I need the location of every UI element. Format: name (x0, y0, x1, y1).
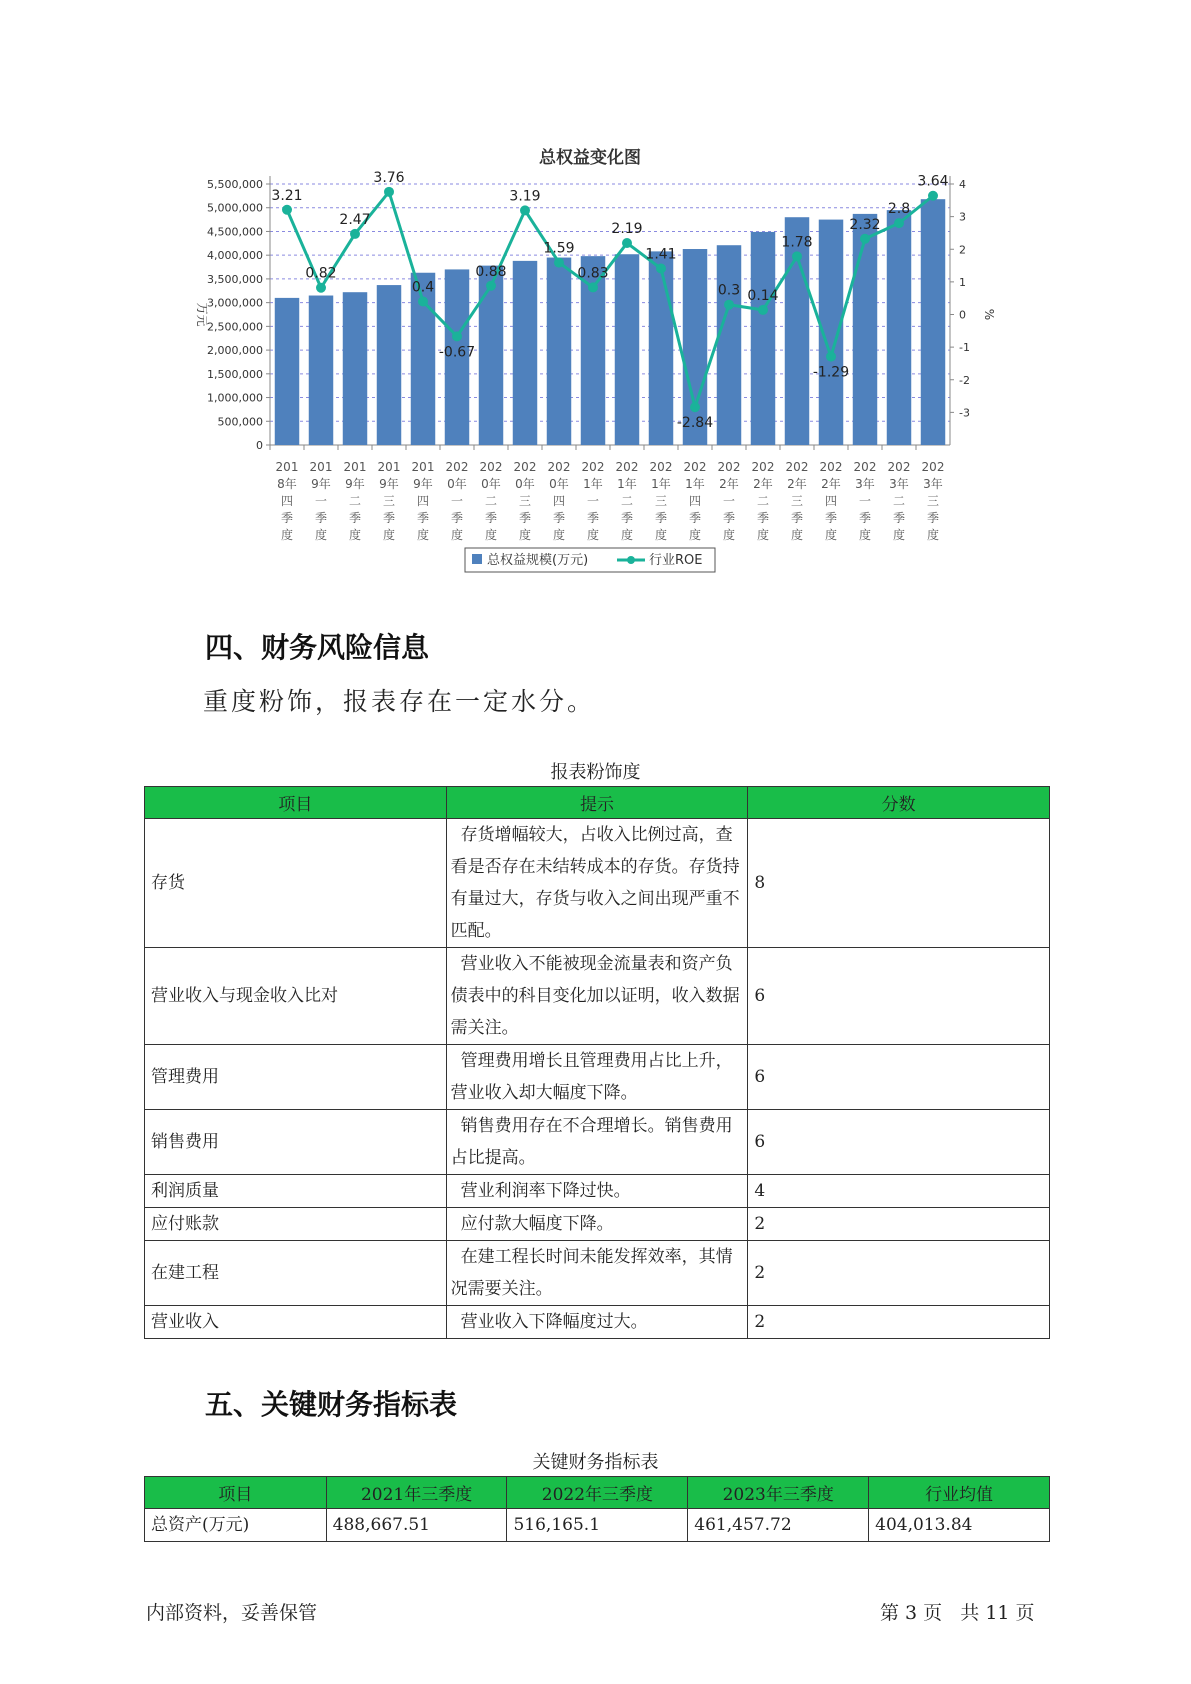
bar (513, 261, 537, 445)
x-tick-label: 201 (275, 460, 299, 474)
bar (275, 298, 299, 445)
risk-item: 利润质量 (145, 1175, 447, 1208)
table-row (145, 1241, 1050, 1306)
bar (309, 296, 333, 445)
risk-tip: 存货增幅较大，占收入比例过高，查看是否存在未结转成本的存货。存货持有量过大，存货与收入之间出现严重不匹配。 (446, 819, 748, 948)
roe-point (452, 331, 462, 341)
x-tick-label: 度 (858, 528, 872, 542)
risk-score: 2 (748, 1306, 1050, 1339)
kpi-col-2023q3: 2023年三季度 (688, 1477, 869, 1509)
x-tick-label: 季 (416, 511, 430, 525)
roe-data-label: 1.59 (543, 240, 575, 257)
x-tick-label: 202 (513, 460, 537, 474)
x-tick-label: 0年 (515, 477, 535, 491)
roe-point (690, 402, 700, 412)
x-tick-label: 202 (479, 460, 503, 474)
table-row (145, 948, 1050, 1045)
x-tick-label: 二 (892, 494, 906, 508)
x-tick-label: 202 (785, 460, 809, 474)
x-tick-label: 202 (445, 460, 469, 474)
risk-tip: 销售费用存在不合理增长。销售费用占比提高。 (446, 1110, 748, 1175)
left-tick-label: 3,500,000 (207, 272, 263, 286)
x-tick-label: 2年 (787, 477, 807, 491)
x-tick-label: 季 (688, 511, 702, 525)
x-tick-label: 二 (348, 494, 362, 508)
risk-tip: 管理费用增长且管理费用占比上升，营业收入却大幅度下降。 (446, 1045, 748, 1110)
risk-item: 销售费用 (145, 1110, 447, 1175)
risk-score: 6 (748, 1045, 1050, 1110)
left-tick-label: 5,000,000 (207, 201, 263, 215)
x-tick-label: 季 (756, 511, 770, 525)
x-tick-label: 1年 (583, 477, 603, 491)
x-tick-label: 3年 (923, 477, 943, 491)
risk-table-caption: 报表粉饰度 (550, 762, 641, 783)
bar (377, 285, 401, 445)
table-row (145, 1208, 1050, 1241)
roe-data-label: 3.76 (373, 169, 405, 186)
bar (547, 258, 571, 445)
table-row (145, 1306, 1050, 1339)
x-tick-label: 度 (688, 528, 702, 542)
x-tick-label: 季 (790, 511, 804, 525)
col-header-tip: 提示 (446, 787, 748, 819)
risk-tip: 在建工程长时间未能发挥效率，其情况需要关注。 (446, 1241, 748, 1306)
roe-data-label: -0.67 (438, 344, 476, 361)
roe-point (520, 205, 530, 215)
roe-data-label: -2.84 (676, 415, 714, 432)
left-tick-label: 1,500,000 (207, 367, 263, 381)
risk-item: 营业收入 (145, 1306, 447, 1339)
roe-point (826, 352, 836, 362)
roe-data-label: 3.19 (509, 188, 541, 205)
left-tick-label: 4,000,000 (207, 249, 263, 263)
kpi-value: 516,165.1 (507, 1509, 688, 1542)
x-tick-label: 9年 (379, 477, 399, 491)
x-tick-label: 201 (411, 460, 435, 474)
legend-bar-label: 总权益规模(万元) (487, 553, 589, 568)
x-tick-label: 2年 (719, 477, 739, 491)
x-tick-label: 2年 (821, 477, 841, 491)
right-tick-label: -2 (959, 373, 970, 387)
bar (921, 199, 945, 445)
x-tick-label: 二 (620, 494, 634, 508)
x-tick-label: 季 (518, 511, 532, 525)
right-tick-label: 0 (959, 308, 966, 322)
x-tick-label: 度 (348, 528, 362, 542)
right-tick-label: -3 (959, 406, 970, 420)
x-tick-label: 度 (824, 528, 838, 542)
x-tick-label: 一 (858, 494, 872, 508)
right-tick-label: 2 (959, 243, 966, 257)
risk-summary: 重度粉饰，报表存在一定水分。 (203, 687, 596, 716)
x-tick-label: 1年 (651, 477, 671, 491)
x-tick-label: 季 (314, 511, 328, 525)
x-tick-label: 度 (280, 528, 294, 542)
left-tick-label: 2,500,000 (207, 320, 263, 334)
x-tick-label: 度 (416, 528, 430, 542)
left-tick-label: 0 (256, 439, 263, 452)
roe-point (860, 234, 870, 244)
x-tick-label: 202 (921, 460, 945, 474)
x-tick-label: 0年 (481, 477, 501, 491)
col-header-item: 项目 (145, 787, 447, 819)
section5-heading: 五、关键财务指标表 (205, 1388, 458, 1421)
left-tick-label: 5,500,000 (207, 178, 263, 191)
roe-data-label: 1.78 (781, 234, 813, 251)
legend-line-label: 行业ROE (649, 553, 703, 568)
x-tick-label: 三 (382, 494, 396, 508)
x-tick-label: 季 (382, 511, 396, 525)
roe-point (384, 187, 394, 197)
kpi-col-item: 项目 (145, 1477, 327, 1509)
x-tick-label: 四 (824, 494, 838, 508)
chart-title: 总权益变化图 (539, 148, 641, 168)
kpi-col-2021q3: 2021年三季度 (326, 1477, 507, 1509)
roe-data-label: 3.64 (917, 173, 949, 190)
x-tick-label: 度 (586, 528, 600, 542)
x-tick-label: 四 (552, 494, 566, 508)
x-tick-label: 四 (688, 494, 702, 508)
x-tick-label: 度 (756, 528, 770, 542)
bar (615, 254, 639, 445)
risk-item: 在建工程 (145, 1241, 447, 1306)
kpi-value: 488,667.51 (326, 1509, 507, 1542)
x-tick-label: 202 (615, 460, 639, 474)
risk-table (144, 786, 1050, 1339)
bar (853, 214, 877, 445)
left-tick-label: 4,500,000 (207, 225, 263, 239)
x-tick-label: 度 (382, 528, 396, 542)
x-tick-label: 一 (722, 494, 736, 508)
kpi-table-header (145, 1477, 1050, 1509)
x-tick-label: 季 (654, 511, 668, 525)
table-row (145, 1045, 1050, 1110)
bar (751, 232, 775, 445)
x-tick-label: 9年 (413, 477, 433, 491)
x-tick-label: 8年 (277, 477, 297, 491)
kpi-item: 总资产(万元) (145, 1509, 327, 1542)
x-tick-label: 一 (586, 494, 600, 508)
legend-bar-swatch (472, 554, 482, 564)
x-tick-label: 202 (887, 460, 911, 474)
roe-point (554, 258, 564, 268)
x-tick-label: 三 (926, 494, 940, 508)
roe-point (282, 205, 292, 215)
x-tick-label: 度 (314, 528, 328, 542)
roe-data-label: 0.3 (717, 282, 741, 299)
x-tick-label: 度 (654, 528, 668, 542)
roe-data-label: 0.83 (577, 265, 609, 282)
roe-data-label: 1.41 (645, 246, 677, 263)
roe-data-label: 0.4 (411, 279, 435, 296)
table-row (145, 819, 1050, 948)
x-tick-label: 四 (416, 494, 430, 508)
x-tick-label: 季 (722, 511, 736, 525)
x-tick-label: 度 (484, 528, 498, 542)
x-tick-label: 202 (547, 460, 571, 474)
kpi-value: 461,457.72 (688, 1509, 869, 1542)
x-tick-label: 度 (722, 528, 736, 542)
risk-item: 管理费用 (145, 1045, 447, 1110)
bar (649, 251, 673, 445)
x-tick-label: 201 (343, 460, 367, 474)
x-tick-label: 度 (790, 528, 804, 542)
x-tick-label: 三 (654, 494, 668, 508)
bar (479, 266, 503, 445)
bar (717, 245, 741, 445)
legend-line-marker (627, 556, 635, 564)
x-tick-label: 度 (892, 528, 906, 542)
right-tick-label: 1 (959, 275, 966, 289)
roe-point (588, 282, 598, 292)
table-row (145, 1175, 1050, 1208)
risk-item: 营业收入与现金收入比对 (145, 948, 447, 1045)
roe-point (758, 305, 768, 315)
roe-data-label: 2.32 (849, 216, 881, 233)
left-tick-label: 2,000,000 (207, 344, 263, 358)
right-tick-label: -1 (959, 341, 970, 355)
right-axis-title: % (982, 308, 996, 321)
x-tick-label: 201 (377, 460, 401, 474)
roe-point (894, 218, 904, 228)
risk-item: 存货 (145, 819, 447, 948)
risk-tip: 营业收入不能被现金流量表和资产负债表中的科目变化加以证明，收入数据需关注。 (446, 948, 748, 1045)
x-tick-label: 3年 (855, 477, 875, 491)
x-tick-label: 202 (717, 460, 741, 474)
x-tick-label: 度 (926, 528, 940, 542)
risk-score: 4 (748, 1175, 1050, 1208)
risk-score: 6 (748, 1110, 1050, 1175)
bar (343, 292, 367, 445)
risk-score: 2 (748, 1208, 1050, 1241)
x-tick-label: 四 (280, 494, 294, 508)
x-tick-label: 202 (683, 460, 707, 474)
x-tick-label: 三 (518, 494, 532, 508)
left-tick-label: 3,000,000 (207, 296, 263, 310)
table-row (145, 1110, 1050, 1175)
x-tick-label: 1年 (685, 477, 705, 491)
x-tick-label: 202 (581, 460, 605, 474)
x-tick-label: 二 (756, 494, 770, 508)
risk-tip: 营业收入下降幅度过大。 (446, 1306, 748, 1339)
risk-score: 6 (748, 948, 1050, 1045)
equity-chart (170, 130, 1010, 600)
col-header-score: 分数 (748, 787, 1050, 819)
footer-page-number: 第 3 页 共 11 页 (880, 1602, 1035, 1624)
right-tick-label: 4 (959, 178, 966, 191)
x-tick-label: 季 (620, 511, 634, 525)
x-tick-label: 度 (552, 528, 566, 542)
x-tick-label: 202 (751, 460, 775, 474)
roe-data-label: 0.14 (747, 287, 779, 304)
x-tick-label: 202 (819, 460, 843, 474)
x-tick-label: 9年 (345, 477, 365, 491)
x-tick-label: 季 (552, 511, 566, 525)
risk-score: 8 (748, 819, 1050, 948)
kpi-table-caption: 关键财务指标表 (532, 1452, 659, 1473)
roe-data-label: 2.47 (339, 211, 371, 228)
x-tick-label: 201 (309, 460, 333, 474)
x-tick-label: 202 (853, 460, 877, 474)
roe-point (316, 283, 326, 293)
x-tick-label: 度 (450, 528, 464, 542)
x-tick-label: 季 (450, 511, 464, 525)
left-tick-label: 1,000,000 (207, 391, 263, 405)
x-tick-label: 季 (484, 511, 498, 525)
roe-point (486, 281, 496, 291)
roe-data-label: 3.21 (271, 187, 303, 204)
roe-point (792, 251, 802, 261)
footer-confidential: 内部资料，妥善保管 (146, 1602, 318, 1624)
x-tick-label: 2年 (753, 477, 773, 491)
section4-heading: 四、财务风险信息 (205, 631, 430, 664)
x-tick-label: 一 (450, 494, 464, 508)
roe-data-label: 2.19 (611, 221, 643, 238)
x-tick-label: 一 (314, 494, 328, 508)
x-tick-label: 三 (790, 494, 804, 508)
kpi-col-2022q3: 2022年三季度 (507, 1477, 688, 1509)
roe-data-label: 0.82 (305, 265, 337, 282)
risk-tip: 应付款大幅度下降。 (446, 1208, 748, 1241)
chart-svg (170, 130, 1010, 600)
roe-point (724, 300, 734, 310)
kpi-table (144, 1476, 1050, 1542)
x-tick-label: 季 (586, 511, 600, 525)
risk-table-header (145, 787, 1050, 819)
roe-point (928, 191, 938, 201)
right-tick-label: 3 (959, 210, 966, 224)
roe-data-label: 2.8 (887, 201, 911, 218)
roe-data-label: -1.29 (812, 364, 850, 381)
kpi-value: 404,013.84 (869, 1509, 1050, 1542)
x-tick-label: 季 (892, 511, 906, 525)
x-tick-label: 季 (348, 511, 362, 525)
roe-data-label: 0.88 (475, 263, 507, 280)
roe-point (622, 238, 632, 248)
x-tick-label: 度 (518, 528, 532, 542)
x-tick-label: 3年 (889, 477, 909, 491)
bar (887, 210, 911, 445)
roe-point (418, 296, 428, 306)
x-tick-label: 1年 (617, 477, 637, 491)
kpi-col-industry-avg: 行业均值 (869, 1477, 1050, 1509)
x-tick-label: 季 (926, 511, 940, 525)
x-tick-label: 9年 (311, 477, 331, 491)
x-tick-label: 二 (484, 494, 498, 508)
x-tick-label: 季 (824, 511, 838, 525)
roe-point (656, 263, 666, 273)
x-tick-label: 度 (620, 528, 634, 542)
table-row (145, 1509, 1050, 1542)
left-axis-title: 万元 (195, 302, 209, 327)
x-tick-label: 202 (649, 460, 673, 474)
left-tick-label: 500,000 (217, 415, 263, 429)
x-tick-label: 季 (858, 511, 872, 525)
x-tick-label: 0年 (447, 477, 467, 491)
roe-point (350, 229, 360, 239)
risk-item: 应付账款 (145, 1208, 447, 1241)
risk-score: 2 (748, 1241, 1050, 1306)
risk-tip: 营业利润率下降过快。 (446, 1175, 748, 1208)
bar (785, 217, 809, 445)
x-tick-label: 0年 (549, 477, 569, 491)
x-tick-label: 季 (280, 511, 294, 525)
